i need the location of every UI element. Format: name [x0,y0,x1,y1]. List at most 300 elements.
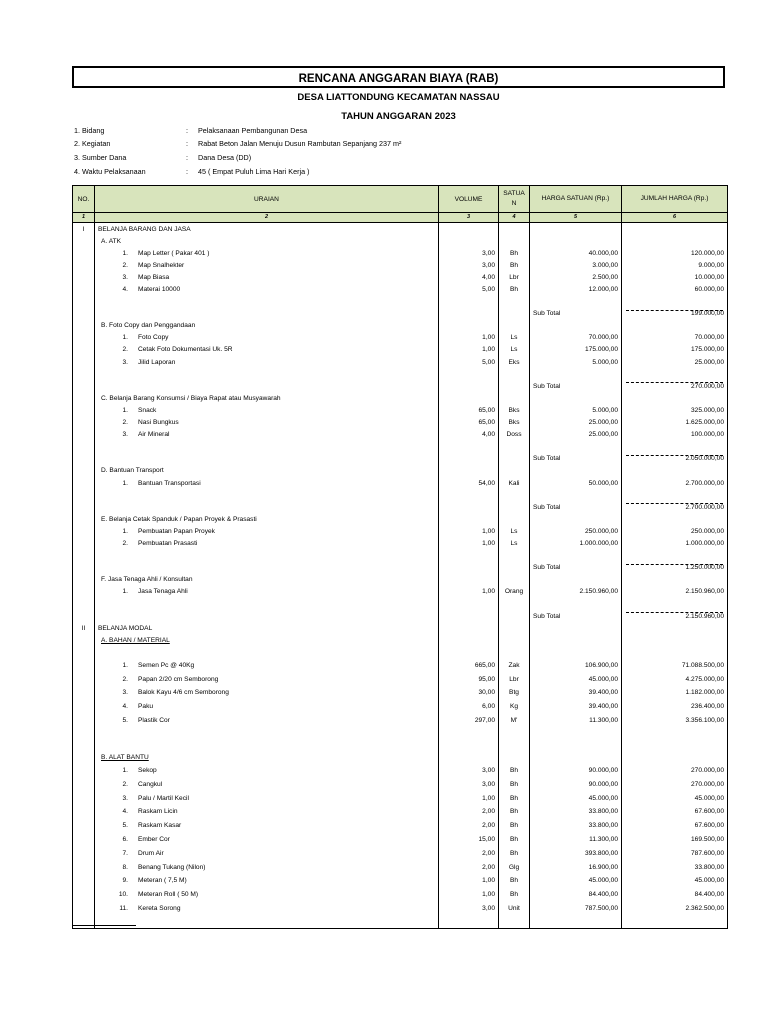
blank-row [73,598,728,610]
item-description: Balok Kayu 4/6 cm Semborong [138,689,229,697]
item-volume: 15,00 [439,833,499,847]
table-row [73,819,728,833]
item-unit: Zak [499,658,530,672]
item-unit: Lbr [499,672,530,686]
item-volume: 5,00 [439,283,499,295]
table-index-row [73,213,728,223]
group-title: B. Foto Copy dan Penggandaan [101,322,196,330]
item-unit-price: 90.000,00 [530,764,622,778]
item-unit: Bh [499,283,530,295]
subtotal-amount: 2.050.000,00 [685,455,724,463]
subtotal-value [622,453,728,465]
subtotal-row [73,453,728,465]
item-number: 1. [122,661,128,669]
table-row [73,537,728,549]
item-total: 67.600,00 [622,805,728,819]
item-total: 120.000,00 [622,247,728,259]
table-row [73,658,728,672]
item-unit-price: 39.400,00 [530,686,622,700]
item-total: 4.275.000,00 [622,672,728,686]
subtotal-value [622,562,728,574]
table-header-row [73,186,728,213]
item-total: 70.000,00 [622,332,728,344]
item-description: Map Letter ( Pakar 401 ) [138,249,210,257]
table-row [73,586,728,598]
subtotal-amount: 199.000,00 [690,310,724,318]
group-row [73,574,728,586]
item-total: 45.000,00 [622,791,728,805]
item-volume: 95,00 [439,672,499,686]
item-number: 4. [122,808,128,816]
table-row [73,902,728,916]
item-description: Map Biasa [138,273,170,281]
item-total: 270.000,00 [622,764,728,778]
blank-row [73,550,728,562]
group-row [73,752,728,764]
item-unit-price: 16.900,00 [530,860,622,874]
blank-row [73,441,728,453]
info-colon: : [186,139,188,148]
item-number: 3. [122,794,128,802]
subtotal-label: Sub Total [530,501,622,513]
item-total: 2.362.500,00 [622,902,728,916]
item-unit: Bh [499,247,530,259]
item-description: Drum Air [138,849,164,857]
item-number: 2. [122,419,128,427]
item-total: 1.182.000,00 [622,686,728,700]
subtotal-row [73,380,728,392]
item-number: 1. [122,588,128,596]
table-row [73,874,728,888]
blank-row [73,915,728,928]
group-title: E. Belanja Cetak Spanduk / Papan Proyek & Prasasti [101,515,257,523]
item-unit-price: 33.800,00 [530,819,622,833]
item-volume: 665,00 [439,658,499,672]
item-description: Papan 2/20 cm Semborong [138,675,219,683]
blank-row [73,489,728,501]
item-unit-price: 11.300,00 [530,714,622,728]
section-number: II [73,622,95,634]
group-title: D. Bantuan Transport [101,467,164,475]
item-description: Cetak Foto Dokumentasi Uk. 5R [138,346,233,354]
item-number: 2. [122,780,128,788]
item-unit: Bh [499,791,530,805]
group-title: A. BAHAN / MATERIAL [101,636,170,644]
item-unit-price: 40.000,00 [530,247,622,259]
table-row [73,356,728,368]
item-unit: Glg [499,860,530,874]
item-unit: Eks [499,356,530,368]
item-description: Paku [138,703,154,711]
item-total: 9.000,00 [622,259,728,271]
group-title: B. ALAT BANTU [101,754,149,762]
item-volume: 3,00 [439,259,499,271]
col-index: 5 [530,213,622,223]
col-index: 6 [622,213,728,223]
item-description: Pembuatan Prasasti [138,539,198,547]
item-description: Cangkul [138,780,163,788]
item-unit-price: 45.000,00 [530,672,622,686]
item-unit: Bks [499,404,530,416]
item-total: 67.600,00 [622,819,728,833]
village-heading: DESA LIATTONDUNG KECAMATAN NASSAU [297,92,500,103]
item-description: Bantuan Transportasi [138,479,201,487]
table-row [73,764,728,778]
col-index: 4 [499,213,530,223]
table-row [73,344,728,356]
item-number: 1. [122,334,128,342]
item-unit-price: 11.300,00 [530,833,622,847]
blank-row [73,368,728,380]
item-number: 1. [122,479,128,487]
col-jumlah-header: JUMLAH HARGA (Rp.) [622,186,728,213]
rab-table [72,185,728,929]
item-volume: 3,00 [439,764,499,778]
info-value: Pelaksanaan Pembangunan Desa [198,126,308,135]
item-unit-price: 3.000,00 [530,259,622,271]
item-number: 1. [122,406,128,414]
item-volume: 2,00 [439,819,499,833]
item-description: Materai 10000 [138,286,181,294]
subtotal-label: Sub Total [530,453,622,465]
table-row [73,791,728,805]
item-unit: Bh [499,805,530,819]
item-volume: 297,00 [439,714,499,728]
table-row [73,271,728,283]
item-volume: 2,00 [439,805,499,819]
subtotal-value [622,610,728,622]
item-description: Benang Tukang (Nilon) [138,863,206,871]
item-total: 787.600,00 [622,846,728,860]
table-row [73,888,728,902]
item-unit: Orang [499,586,530,598]
item-number: 3. [122,358,128,366]
item-description: Ember Cor [138,836,170,844]
item-description: Meteran Roll ( 50 M) [138,891,199,899]
item-unit-price: 2.150.960,00 [530,586,622,598]
info-colon: : [186,126,188,135]
item-volume: 5,00 [439,356,499,368]
item-number: 1. [122,527,128,535]
item-unit-price: 175.000,00 [530,344,622,356]
subtotal-value [622,308,728,320]
item-unit-price: 90.000,00 [530,777,622,791]
item-unit-price: 1.000.000,00 [530,537,622,549]
item-number: 3. [122,689,128,697]
info-value: 45 ( Empat Puluh Lima Hari Kerja ) [198,167,310,176]
item-number: 6. [122,836,128,844]
item-unit-price: 2.500,00 [530,271,622,283]
item-unit-price: 5.000,00 [530,404,622,416]
item-unit-price: 250.000,00 [530,525,622,537]
item-unit: Ls [499,537,530,549]
blank-row [73,739,728,751]
item-unit-price: 787.500,00 [530,902,622,916]
col-index: 1 [73,213,95,223]
item-unit-price: 70.000,00 [530,332,622,344]
section-title: BELANJA BARANG DAN JASA [95,223,439,236]
item-description: Plastik Cor [138,716,170,724]
item-total: 175.000,00 [622,344,728,356]
item-volume: 1,00 [439,525,499,537]
subtotal-amount: 1.250.000,00 [685,564,724,572]
item-volume: 1,00 [439,537,499,549]
item-unit: Bh [499,819,530,833]
item-total: 25.000,00 [622,356,728,368]
item-description: Palu / Martil Kecil [138,794,189,802]
item-volume: 4,00 [439,429,499,441]
item-volume: 65,00 [439,417,499,429]
item-total: 325.000,00 [622,404,728,416]
item-unit: Ls [499,332,530,344]
table-row [73,259,728,271]
item-unit-price: 106.900,00 [530,658,622,672]
group-title: A. ATK [101,237,122,245]
item-total: 45.000,00 [622,874,728,888]
item-total: 1.000.000,00 [622,537,728,549]
item-number: 1. [122,767,128,775]
item-volume: 54,00 [439,477,499,489]
info-label: 2. Kegiatan [74,139,111,148]
item-number: 2. [122,675,128,683]
item-description: Map Snalhekter [138,261,185,269]
item-volume: 65,00 [439,404,499,416]
item-unit: Doss [499,429,530,441]
item-description: Pembuatan Papan Proyek [138,527,215,535]
table-row [73,404,728,416]
item-number: 1. [122,249,128,257]
table-row [73,777,728,791]
item-volume: 2,00 [439,860,499,874]
item-unit: Lbr [499,271,530,283]
table-row [73,686,728,700]
item-description: Snack [138,406,157,414]
table-row [73,714,728,728]
item-description: Kereta Sorong [138,905,181,912]
item-unit: Bh [499,833,530,847]
item-number: 3. [122,273,128,281]
item-unit: Bh [499,764,530,778]
bottom-rule [72,925,136,926]
item-volume: 1,00 [439,888,499,902]
item-unit-price: 45.000,00 [530,874,622,888]
table-row [73,700,728,714]
subtotal-label: Sub Total [530,562,622,574]
item-description: Raskam Kasar [138,822,182,830]
info-value: Dana Desa (DD) [198,153,252,162]
item-description: Meteran ( 7,5 M) [138,877,187,885]
section-number: I [73,223,95,236]
subtotal-value [622,501,728,513]
col-index: 2 [95,213,439,223]
group-row [73,392,728,404]
item-number: 5. [122,716,128,724]
item-unit-price: 45.000,00 [530,791,622,805]
table-row [73,417,728,429]
info-label: 1. Bidang [74,126,105,135]
item-unit: Bh [499,259,530,271]
item-unit: Unit [499,902,530,916]
info-label: 3. Sumber Dana [74,153,127,162]
item-volume: 6,00 [439,700,499,714]
subtotal-dash [626,612,723,613]
table-row [73,672,728,686]
item-number: 7. [122,849,128,857]
item-number: 8. [122,863,128,871]
document-title: RENCANA ANGGARAN BIAYA (RAB) [72,66,725,88]
item-unit: Btg [499,686,530,700]
item-unit: Ls [499,525,530,537]
item-total: 270.000,00 [622,777,728,791]
subtotal-dash [626,382,723,383]
col-index: 3 [439,213,499,223]
group-row [73,634,728,646]
item-unit: Kali [499,477,530,489]
subtotal-dash [626,503,723,504]
item-unit-price: 5.000,00 [530,356,622,368]
item-volume: 2,00 [439,846,499,860]
subtotal-amount: 2.150.960,00 [685,612,724,620]
subtotal-amount: 2.700.000,00 [685,503,724,511]
item-description: Jasa Tenaga Ahli [138,588,188,596]
col-no-header: NO. [73,186,95,213]
item-unit-price: 50.000,00 [530,477,622,489]
blank-row [73,727,728,739]
item-unit: Bks [499,417,530,429]
item-total: 10.000,00 [622,271,728,283]
blank-row [73,296,728,308]
table-row [73,805,728,819]
item-volume: 30,00 [439,686,499,700]
subtotal-label: Sub Total [530,610,622,622]
table-row [73,846,728,860]
item-description: Jilid Laporan [138,358,176,366]
info-colon: : [186,167,188,176]
item-volume: 3,00 [439,247,499,259]
item-total: 236.400,00 [622,700,728,714]
group-row [73,465,728,477]
table-row [73,283,728,295]
item-unit-price: 25.000,00 [530,429,622,441]
item-total: 100.000,00 [622,429,728,441]
subtotal-row [73,610,728,622]
item-unit-price: 33.800,00 [530,805,622,819]
info-label: 4. Waktu Pelaksanaan [74,167,146,176]
item-unit-price: 39.400,00 [530,700,622,714]
item-total: 1.625.000,00 [622,417,728,429]
item-volume: 1,00 [439,332,499,344]
item-number: 5. [122,822,128,830]
item-unit: M' [499,714,530,728]
item-total: 3.356.100,00 [622,714,728,728]
section-row [73,223,728,236]
col-volume-header: VOLUME [439,186,499,213]
item-unit-price: 84.400,00 [530,888,622,902]
item-volume: 3,00 [439,777,499,791]
item-total: 60.000,00 [622,283,728,295]
item-total: 33.800,00 [622,860,728,874]
group-row [73,513,728,525]
item-description: Raskam Licin [138,808,178,816]
info-value: Rabat Beton Jalan Menuju Dusun Rambutan Sepanjang 237 m² [198,139,402,148]
item-description: Air Mineral [138,431,170,439]
item-total: 2.700.000,00 [622,477,728,489]
group-row [73,235,728,247]
item-unit: Kg [499,700,530,714]
item-description: Sekop [138,767,157,775]
item-volume: 1,00 [439,586,499,598]
item-volume: 1,00 [439,874,499,888]
item-unit-price: 12.000,00 [530,283,622,295]
item-number: 11. [119,905,128,912]
item-total: 71.088.500,00 [622,658,728,672]
item-description: Nasi Bungkus [138,419,179,427]
item-number: 2. [122,539,128,547]
table-row [73,525,728,537]
table-row [73,860,728,874]
subtotal-label: Sub Total [530,380,622,392]
table-row [73,477,728,489]
table-row [73,247,728,259]
item-total: 84.400,00 [622,888,728,902]
table-row [73,332,728,344]
item-volume: 4,00 [439,271,499,283]
item-total: 250.000,00 [622,525,728,537]
info-colon: : [186,153,188,162]
item-number: 9. [122,877,128,885]
section-title: BELANJA MODAL [95,622,439,634]
subtotal-value [622,380,728,392]
item-unit-price: 393.800,00 [530,846,622,860]
item-unit: Bh [499,777,530,791]
subtotal-row [73,308,728,320]
item-unit: Bh [499,846,530,860]
item-number: 4. [122,703,128,711]
item-number: 2. [122,346,128,354]
item-total: 2.150.960,00 [622,586,728,598]
item-description: Semen Pc @ 40Kg [138,661,195,669]
item-volume: 3,00 [439,902,499,916]
item-volume: 1,00 [439,344,499,356]
subtotal-dash [626,310,723,311]
subtotal-row [73,501,728,513]
item-total: 169.500,00 [622,833,728,847]
table-row [73,429,728,441]
group-row [73,320,728,332]
item-number: 4. [122,286,128,294]
subtotal-row [73,562,728,574]
subtotal-dash [626,455,723,456]
item-number: 2. [122,261,128,269]
item-description: Foto Copy [138,334,169,342]
subtotal-dash [626,564,723,565]
group-title: C. Belanja Barang Konsumsi / Biaya Rapat atau Musyawarah [101,394,281,402]
group-title: F. Jasa Tenaga Ahli / Konsultan [101,576,193,584]
budget-year-heading: TAHUN ANGGARAN 2023 [341,111,456,122]
table-row [73,833,728,847]
item-unit: Bh [499,874,530,888]
col-satuan-header: SATUA N [499,186,530,213]
col-uraian-header: URAIAN [95,186,439,213]
item-volume: 1,00 [439,791,499,805]
item-unit: Bh [499,888,530,902]
subtotal-amount: 270.000,00 [690,382,724,390]
item-number: 3. [122,431,128,439]
item-number: 10. [118,891,128,899]
subtotal-label: Sub Total [530,308,622,320]
blank-row [73,646,728,658]
item-unit-price: 25.000,00 [530,417,622,429]
